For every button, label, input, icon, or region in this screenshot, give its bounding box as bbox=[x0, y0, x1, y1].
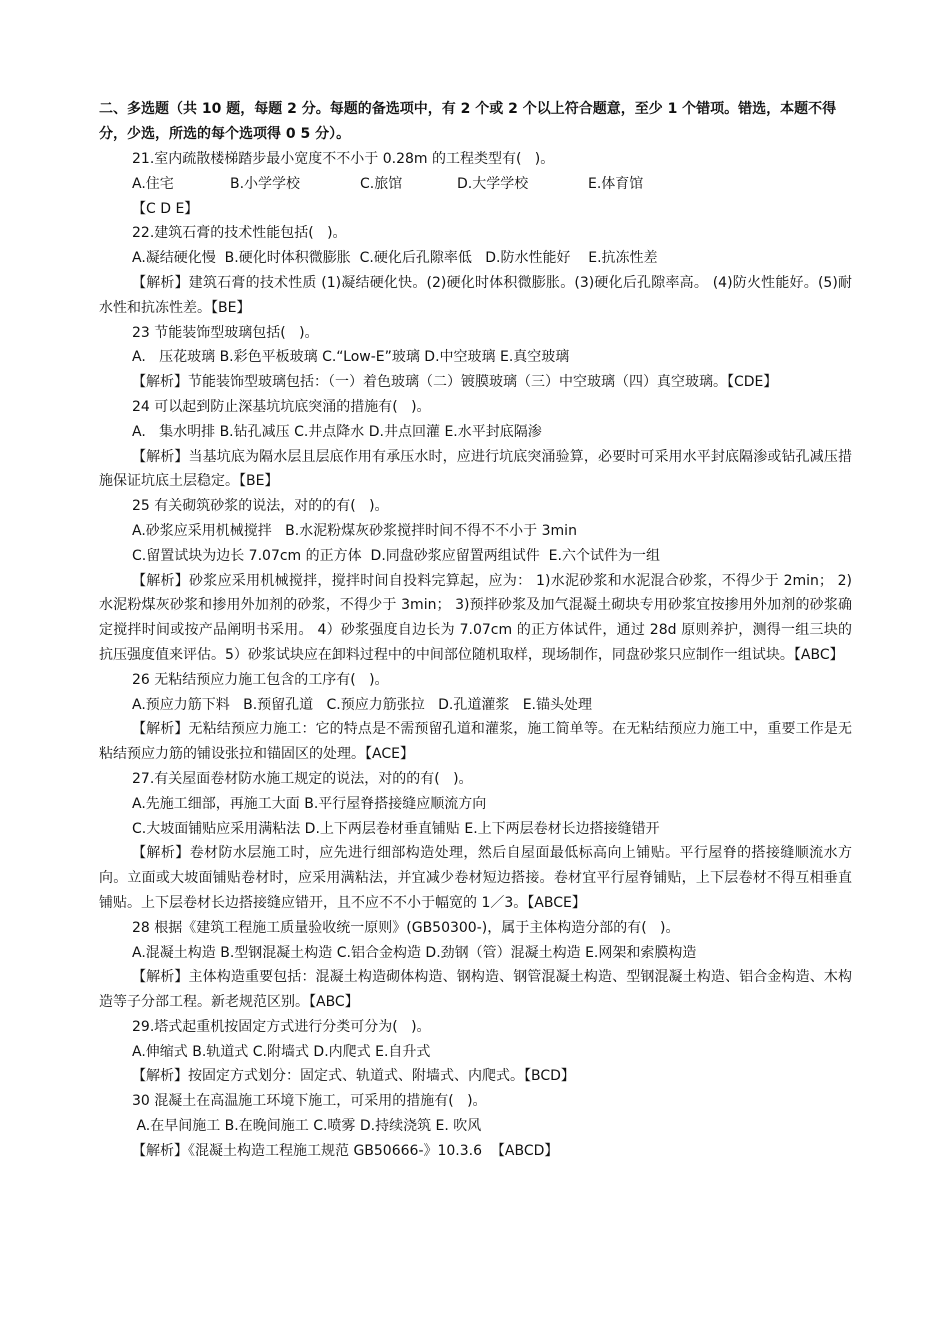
option-b: B.小学学校 bbox=[230, 175, 301, 192]
question-26: 26 无粘结预应力施工包含的工序有( )。 bbox=[132, 671, 389, 688]
question-30-options: A.在早间施工 B.在晚间施工 C.喷雾 D.持续浇筑 E. 吹风 bbox=[132, 1118, 482, 1135]
question-30-analysis: 【解析】《混凝土构造工程施工规范 GB50666-》10.3.6 【ABCD】 bbox=[132, 1142, 559, 1159]
question-21-options bbox=[99, 172, 852, 197]
question-28: 28 根据《建筑工程施工质量验收统一原则》(GB50300-)，属于主体构造分部的有( )。 bbox=[132, 919, 680, 936]
question-24-options: A. 集水明排 B.钻孔减压 C.井点降水 D.井点回灌 E.水平封底隔渗 bbox=[132, 423, 542, 440]
option-a: A.住宅 bbox=[132, 175, 174, 192]
question-22: 22.建筑石膏的技术性能包括( )。 bbox=[132, 225, 347, 242]
question-25: 25 有关砌筑砂浆的说法，对的的有( )。 bbox=[132, 498, 389, 515]
section-heading: 二、多选题（共 10 题，每题 2 分。每题的备选项中，有 2 个或 2 个以上符合题意，至少 1 个错项。错选，本题不得分，少选，所选的每个选项得 0 5 分）。 bbox=[99, 101, 837, 142]
question-25-analysis: 【解析】砂浆应采用机械搅拌，搅拌时间自投料完算起，应为： 1)水泥砂浆和水泥混合砂浆，不得少于 2min； 2)水泥粉煤灰砂浆和掺用外加剂的砂浆，不得少于 3min； 3)预拌砂浆及加气混凝土砌块专用砂浆宜按掺用外加剂的砂浆确定搅拌时间或按产品阐明书采用。 4）砂浆强度自边长为 7.07cm 的正方体试件，通过 28d 原则养护，测得一组三块的抗压强度值来评估。5）砂浆试块应在卸料过程中的中间部位随机取样，现场制作，同盘砂浆只应制作一组试块。【ABC】 bbox=[99, 572, 852, 663]
question-23: 23 节能装饰型玻璃包括( )。 bbox=[132, 324, 319, 341]
question-21: 21.室内疏散楼梯踏步最小宽度不不小于 0.28m 的工程类型有( )。 bbox=[132, 151, 555, 167]
question-27-options-1: A.先施工细部，再施工大面 B.平行屋脊搭接缝应顺流方向 bbox=[132, 795, 487, 812]
question-29-analysis: 【解析】按固定方式划分：固定式、轨道式、附墙式、内爬式。【BCD】 bbox=[132, 1068, 575, 1085]
question-27: 27.有关屋面卷材防水施工规定的说法，对的的有( )。 bbox=[132, 770, 473, 787]
question-23-options: A. 压花玻璃 B.彩色平板玻璃 C.“Low-E”玻璃 D.中空玻璃 E.真空玻璃 bbox=[132, 349, 570, 366]
option-c: C.旅馆 bbox=[360, 175, 403, 192]
question-23-analysis: 【解析】节能装饰型玻璃包括：（一）着色玻璃（二）镀膜玻璃（三）中空玻璃（四）真空玻璃。【CDE】 bbox=[132, 374, 778, 391]
question-29-options: A.伸缩式 B.轨道式 C.附墙式 D.内爬式 E.自升式 bbox=[132, 1043, 431, 1060]
question-27-options-2: C.大坡面铺贴应采用满粘法 D.上下两层卷材垂直铺贴 E.上下两层卷材长边搭接缝错开 bbox=[132, 820, 660, 837]
question-22-analysis: 【解析】建筑石膏的技术性质 (1)凝结硬化快。(2)硬化时体积微膨胀。(3)硬化后孔隙率高。 (4)防火性能好。(5)耐水性和抗冻性差。【BE】 bbox=[99, 274, 852, 316]
document-page bbox=[99, 97, 852, 1164]
question-29: 29.塔式起重机按固定方式进行分类可分为( )。 bbox=[132, 1018, 431, 1035]
question-30: 30 混凝土在高温施工环境下施工，可采用的措施有( )。 bbox=[132, 1093, 487, 1110]
option-d: D.大学学校 bbox=[457, 175, 529, 192]
question-21-answer: 【C D E】 bbox=[132, 200, 199, 217]
question-27-analysis: 【解析】卷材防水层施工时，应先进行细部构造处理，然后自屋面最低标高向上铺贴。平行屋脊的搭接缝顺流水方向。立面或大坡面铺贴卷材时，应采用满粘法，并宜减少卷材短边搭接。卷材宜平行屋脊铺贴，上下层卷材不得互相垂直铺贴。上下层卷材长边搭接缝应错开，且不应不不小于幅宽的 1／3。【ABCE】 bbox=[99, 845, 852, 911]
question-24-analysis: 【解析】当基坑底为隔水层且层底作用有承压水时，应进行坑底突涌验算，必要时可采用水平封底隔渗或钻孔减压措施保证坑底土层稳定。【BE】 bbox=[99, 448, 852, 490]
question-26-analysis: 【解析】无粘结预应力施工：它的特点是不需预留孔道和灌浆，施工简单等。在无粘结预应力施工中，重要工作是无粘结预应力筋的铺设张拉和锚固区的处理。【ACE】 bbox=[99, 721, 852, 763]
question-26-options: A.预应力筋下料 B.预留孔道 C.预应力筋张拉 D.孔道灌浆 E.锚头处理 bbox=[132, 696, 592, 713]
option-e: E.体育馆 bbox=[588, 175, 644, 192]
question-28-analysis: 【解析】主体构造重要包括：混凝土构造砌体构造、钢构造、钢管混凝土构造、型钢混凝土构造、铝合金构造、木构造等子分部工程。新老规范区别。【ABC】 bbox=[99, 969, 852, 1011]
question-22-options: A.凝结硬化慢 B.硬化时体积微膨胀 C.硬化后孔隙率低 D.防水性能好 E.抗冻性差 bbox=[132, 250, 658, 267]
question-25-options-1: A.砂浆应采用机械搅拌 B.水泥粉煤灰砂浆搅拌时间不得不不小于 3min bbox=[132, 522, 577, 539]
question-25-options-2: C.留置试块为边长 7.07cm 的正方体 D.同盘砂浆应留置两组试件 E.六个试件为一组 bbox=[132, 547, 660, 564]
question-28-options: A.混凝土构造 B.型钢混凝土构造 C.铝合金构造 D.劲钢（管）混凝土构造 E.网架和索膜构造 bbox=[132, 944, 697, 961]
question-24: 24 可以起到防止深基坑坑底突涌的措施有( )。 bbox=[132, 398, 431, 415]
